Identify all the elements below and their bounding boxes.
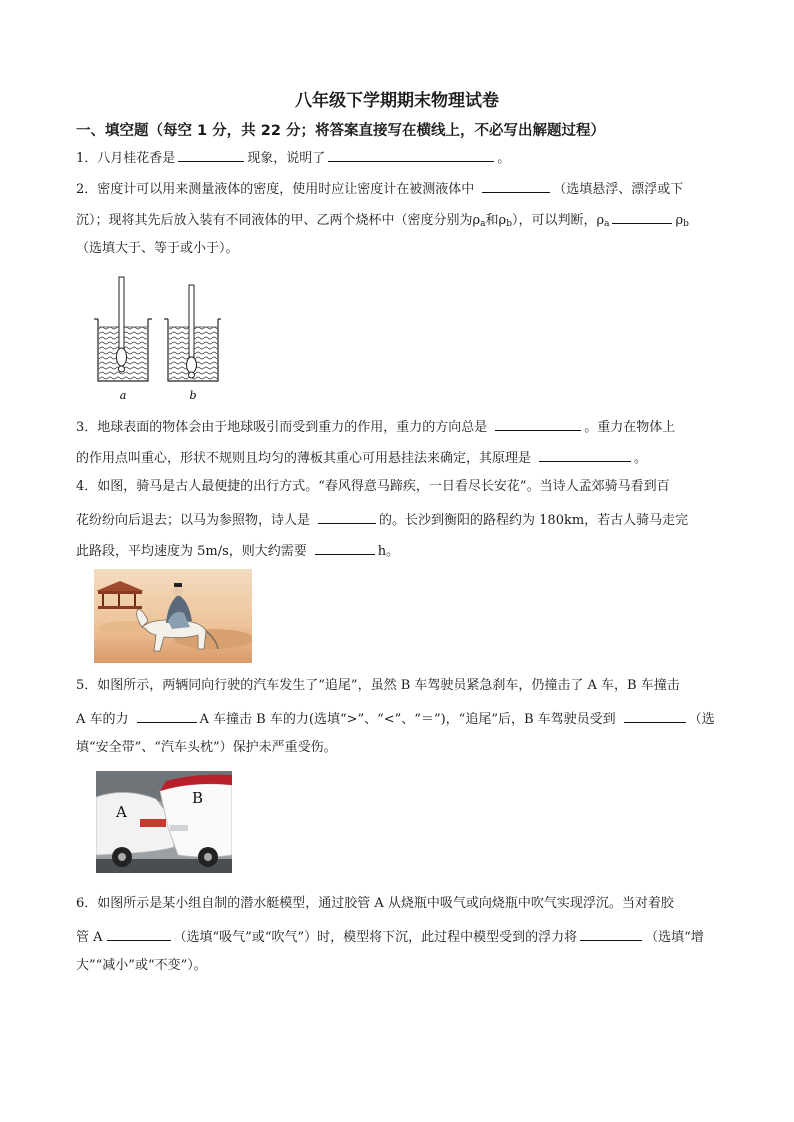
answer-blank[interactable] — [580, 926, 642, 941]
hydrometer-a — [117, 277, 127, 372]
question-5-line-1: 5．如图所示，两辆同向行驶的汽车发生了“追尾”，虽然 B 车驾驶员紧急刹车，仍撞击了 A 车，B 车撞击 — [76, 678, 680, 693]
answer-blank[interactable] — [539, 447, 631, 462]
car-label-a: A — [116, 803, 127, 821]
answer-blank[interactable] — [178, 147, 244, 162]
question-5-line-2: A 车的力 A 车撞击 B 车的力(选填“>”、“<”、“＝”)，“追尾”后，B 车驾驶员受到 （选 — [76, 708, 715, 729]
question-4-line-1: 4．如图，骑马是古人最便捷的出行方式。“春风得意马蹄疾，一日看尽长安花”。当诗人孟郊骑马看到百 — [76, 479, 670, 494]
figure-label-a: a — [119, 389, 127, 402]
question-5-line-3: 填“安全带”、“汽车头枕”）保护未严重受伤。 — [76, 740, 337, 755]
answer-blank[interactable] — [318, 509, 376, 524]
car-label-b: B — [192, 789, 204, 807]
page-title: 八年级下学期期末物理试卷 — [295, 91, 499, 111]
answer-blank[interactable] — [495, 416, 581, 431]
question-3-line-1: 3．地球表面的物体会由于地球吸引而受到重力的作用，重力的方向总是 。重力在物体上 — [76, 416, 675, 437]
answer-blank[interactable] — [624, 708, 686, 723]
question-4-line-2: 花纷纷向后退去；以马为参照物，诗人是 的。长沙到衡阳的路程约为 180km，若古人骑马走完 — [76, 509, 688, 530]
figure-label-b: b — [189, 389, 197, 402]
car-collision-image — [96, 771, 232, 873]
question-6-line-2: 管 A （选填“吸气”或“吹气”）时，模型将下沉，此过程中模型受到的浮力将 （选填“增 — [76, 926, 704, 947]
answer-blank[interactable] — [482, 178, 550, 193]
question-6-line-3: 大”“减小”或“不变”）。 — [76, 958, 207, 973]
question-2-line-1: 2．密度计可以用来测量液体的密度，使用时应让密度计在被测液体中 （选填悬浮、漂浮或下 — [76, 178, 683, 199]
answer-blank[interactable] — [612, 209, 672, 224]
hydrometer-beakers-figure — [92, 275, 222, 405]
answer-blank[interactable] — [328, 147, 494, 162]
section-heading: 一、填空题（每空 1 分，共 22 分；将答案直接写在横线上，不必写出解题过程） — [76, 123, 605, 139]
question-2-line-3: （选填大于、等于或小于）。 — [76, 241, 239, 256]
answer-blank[interactable] — [107, 926, 171, 941]
question-6-line-1: 6．如图所示是某小组自制的潜水艇模型，通过胶管 A 从烧瓶中吸气或向烧瓶中吹气实现浮沉。当对着胶 — [76, 896, 674, 911]
poet-riding-horse-image — [94, 569, 252, 663]
question-2-line-2: 沉）；现将其先后放入装有不同液体的甲、乙两个烧杯中（密度分别为$\rho_a$和$\rho_b$），可以判断，$\rho_a$ $\rho_b$ — [76, 209, 689, 233]
question-3-line-2: 的作用点叫重心，形状不规则且均匀的薄板其重心可用悬挂法来确定，其原理是 。 — [76, 447, 647, 468]
answer-blank[interactable] — [315, 540, 375, 555]
question-4-line-3: 此路段，平均速度为 5m/s，则大约需要 h。 — [76, 540, 399, 561]
answer-blank[interactable] — [137, 708, 197, 723]
question-1: 1．八月桂花香是 现象，说明了 。 — [76, 147, 510, 168]
